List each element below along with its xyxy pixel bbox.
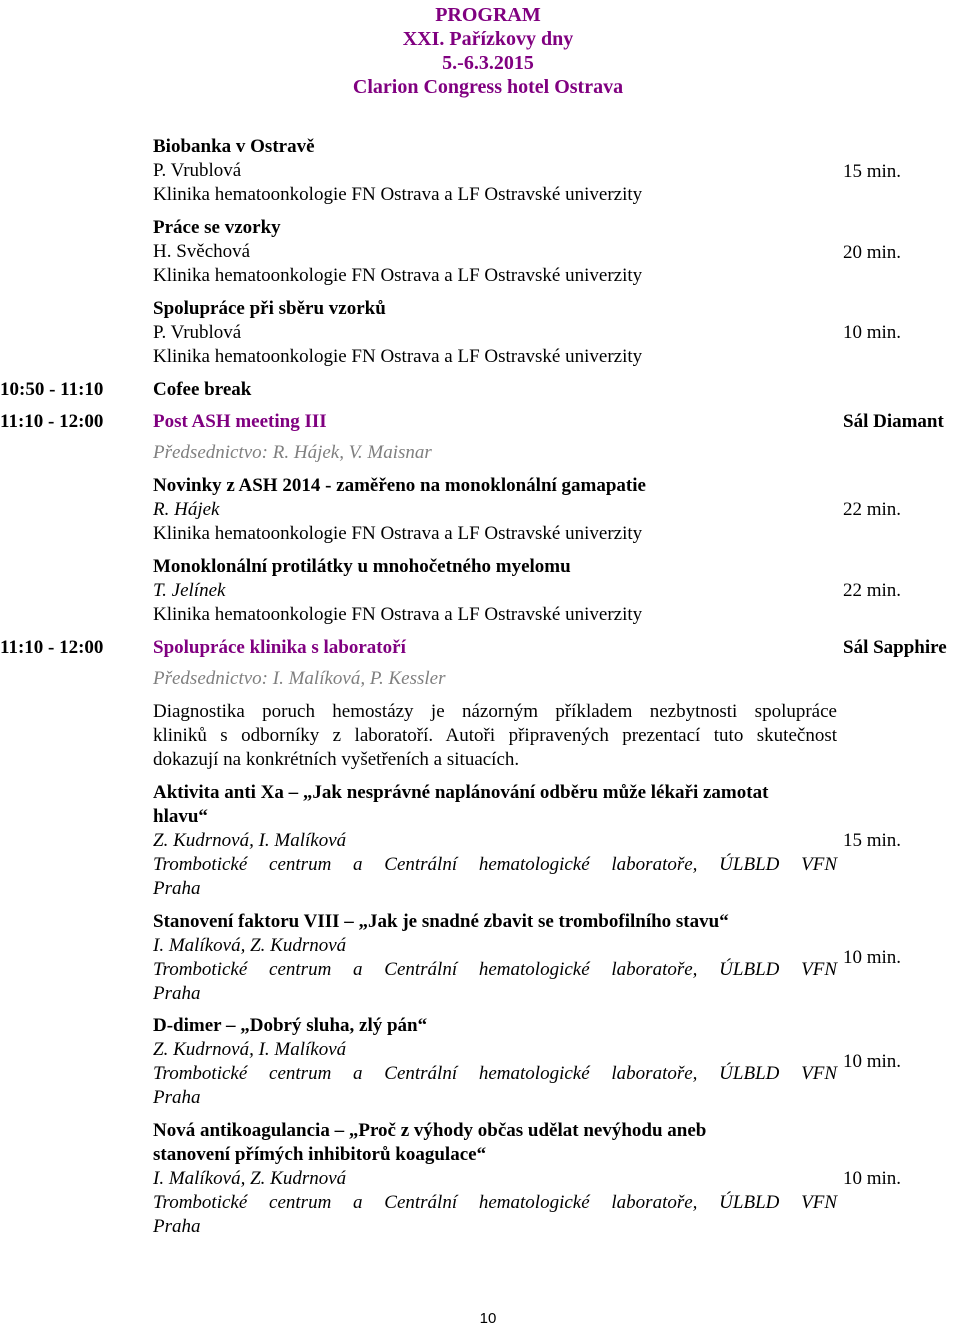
talk-affiliation: Trombotické centrum a Centrální hematologické laboratoře, ÚLBLD VFN xyxy=(153,854,837,875)
session-time: 11:10 - 12:00 xyxy=(0,411,104,432)
talk-duration: 15 min. xyxy=(843,161,902,182)
coffee-title: Cofee break xyxy=(153,379,252,400)
talk-title: Práce se vzorky xyxy=(153,217,281,238)
talk-author: P. Vrublová xyxy=(153,322,242,343)
session-title: Spolupráce klinika s laboratoří xyxy=(153,637,406,658)
talk-affiliation: Klinika hematoonkologie FN Ostrava a LF Ostravské univerzity xyxy=(153,184,643,205)
talk-duration: 10 min. xyxy=(843,322,902,343)
session-time: 11:10 - 12:00 xyxy=(0,637,104,658)
session-description-line: Diagnostika poruch hemostázy je názorným příkladem nezbytnosti spolupráce xyxy=(153,701,837,722)
talk-affiliation: Klinika hematoonkologie FN Ostrava a LF Ostravské univerzity xyxy=(153,265,643,286)
talk-author: R. Hájek xyxy=(153,499,220,520)
event-title: XXI. Pařízkovy dny xyxy=(402,28,574,50)
talk-duration: 22 min. xyxy=(843,499,902,520)
talk-title: Novinky z ASH 2014 - zaměřeno na monoklonální gamapatie xyxy=(153,475,646,496)
session-description-line: kliniků s odborníky z laboratoří. Autoři připravených prezentací tuto skutečnost xyxy=(153,725,837,746)
talk-affiliation: Praha xyxy=(153,983,201,1004)
talk-affiliation: Trombotické centrum a Centrální hematologické laboratoře, ÚLBLD VFN xyxy=(153,959,837,980)
talk-title: stanovení přímých inhibitorů koagulace“ xyxy=(153,1144,487,1165)
talk-affiliation: Trombotické centrum a Centrální hematologické laboratoře, ÚLBLD VFN xyxy=(153,1192,837,1213)
session-chairs: Předsednictvo: I. Malíková, P. Kessler xyxy=(153,668,446,689)
talk-title: Biobanka v Ostravě xyxy=(153,136,315,157)
talk-title: Nová antikoagulancia – „Proč z výhody občas udělat nevýhodu aneb xyxy=(153,1120,707,1141)
page-number: 10 xyxy=(479,1310,497,1327)
talk-duration: 20 min. xyxy=(843,242,902,263)
talk-title: Spolupráce při sběru vzorků xyxy=(153,298,386,319)
talk-affiliation: Praha xyxy=(153,878,201,899)
talk-duration: 10 min. xyxy=(843,947,902,968)
talk-duration: 22 min. xyxy=(843,580,902,601)
talk-affiliation: Klinika hematoonkologie FN Ostrava a LF Ostravské univerzity xyxy=(153,604,643,625)
talk-author: I. Malíková, Z. Kudrnová xyxy=(153,935,347,956)
program-heading: PROGRAM xyxy=(435,4,541,26)
talk-duration: 10 min. xyxy=(843,1051,902,1072)
talk-affiliation: Praha xyxy=(153,1087,201,1108)
event-date: 5.-6.3.2015 xyxy=(442,52,534,74)
talk-affiliation: Klinika hematoonkologie FN Ostrava a LF Ostravské univerzity xyxy=(153,346,643,367)
session-chairs: Předsednictvo: R. Hájek, V. Maisnar xyxy=(153,442,432,463)
talk-affiliation: Klinika hematoonkologie FN Ostrava a LF Ostravské univerzity xyxy=(153,523,643,544)
talk-author: Z. Kudrnová, I. Malíková xyxy=(153,1039,347,1060)
talk-author: P. Vrublová xyxy=(153,160,242,181)
talk-title: Aktivita anti Xa – „Jak nesprávné naplánování odběru může lékaři zamotat xyxy=(153,782,769,803)
session-description-line: dokazují na konkrétních vyšetřeních a situacích. xyxy=(153,749,520,770)
talk-duration: 15 min. xyxy=(843,830,902,851)
session-room: Sál Sapphire xyxy=(843,637,947,658)
talk-affiliation: Praha xyxy=(153,1216,201,1237)
talk-affiliation: Trombotické centrum a Centrální hematologické laboratoře, ÚLBLD VFN xyxy=(153,1063,837,1084)
coffee-time: 10:50 - 11:10 xyxy=(0,379,104,400)
talk-duration: 10 min. xyxy=(843,1168,902,1189)
session-room: Sál Diamant xyxy=(843,411,944,432)
talk-title: hlavu“ xyxy=(153,806,208,827)
talk-title: Stanovení faktoru VIII – „Jak je snadné zbavit se trombofilního stavu“ xyxy=(153,911,729,932)
talk-author: T. Jelínek xyxy=(153,580,226,601)
talk-author: H. Svěchová xyxy=(153,241,251,262)
talk-author: I. Malíková, Z. Kudrnová xyxy=(153,1168,347,1189)
talk-title: D-dimer – „Dobrý sluha, zlý pán“ xyxy=(153,1015,428,1036)
talk-author: Z. Kudrnová, I. Malíková xyxy=(153,830,347,851)
talk-title: Monoklonální protilátky u mnohočetného myelomu xyxy=(153,556,571,577)
event-venue: Clarion Congress hotel Ostrava xyxy=(352,76,624,98)
session-title: Post ASH meeting III xyxy=(153,411,327,432)
